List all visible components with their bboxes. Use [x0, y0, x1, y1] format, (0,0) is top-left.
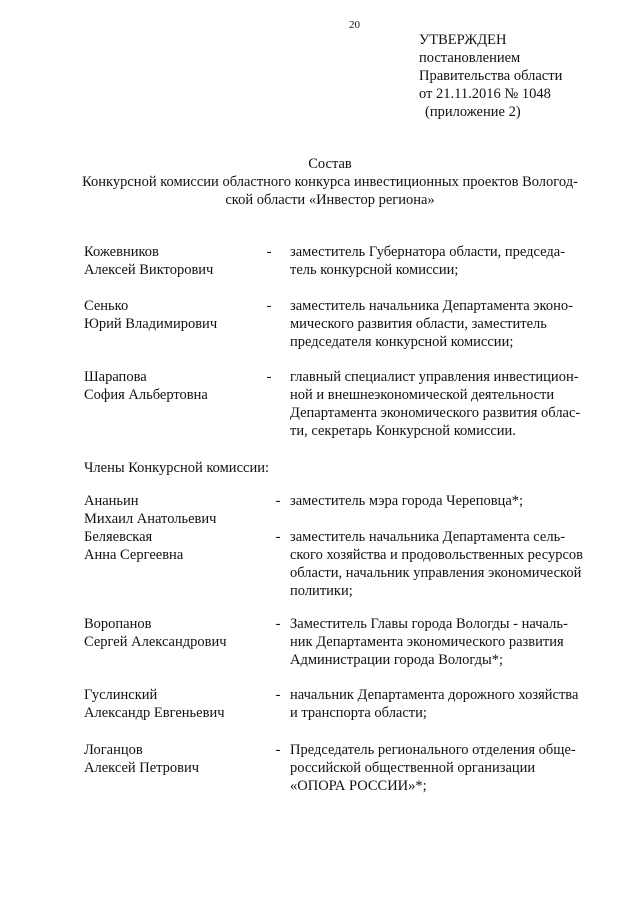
- approval-line: (приложение 2): [425, 104, 521, 120]
- member-role: тель конкурсной комиссии;: [290, 262, 459, 278]
- member-name: Алексей Викторович: [84, 262, 214, 278]
- member-name: Ананьин: [84, 493, 139, 509]
- member-role: области, начальник управления экономической: [290, 565, 582, 581]
- member-name: Гуслинский: [84, 687, 158, 703]
- member-name: Беляевская: [84, 529, 153, 545]
- member-role: Администрации города Вологды*;: [290, 652, 504, 668]
- member-role: заместитель Губернатора области, председа-: [290, 244, 566, 260]
- dash-separator: -: [275, 616, 281, 632]
- member-role: ти, секретарь Конкурсной комиссии.: [290, 423, 516, 439]
- member-role: «ОПОРА РОССИИ»*;: [290, 778, 427, 794]
- member-role: Департамента экономического развития облас-: [290, 405, 581, 421]
- dash-separator: -: [275, 742, 281, 758]
- member-name: София Альбертовна: [84, 387, 208, 403]
- member-name: Шарапова: [84, 369, 147, 385]
- member-role: мического развития области, заместитель: [290, 316, 547, 332]
- member-name: Александр Евгеньевич: [84, 705, 225, 721]
- member-role: Заместитель Главы города Вологды - началь-: [290, 616, 568, 632]
- approval-line: Правительства области: [419, 68, 563, 84]
- member-role: Председатель регионального отделения обще-: [290, 742, 576, 758]
- member-role: политики;: [290, 583, 353, 599]
- member-role: ского хозяйства и продовольственных ресурсов: [290, 547, 583, 563]
- dash-separator: -: [275, 529, 281, 545]
- approval-stamp: [419, 31, 562, 121]
- title-line: ской области «Инвестор региона»: [225, 192, 435, 208]
- member-name: Кожевников: [84, 244, 159, 260]
- member-role: главный специалист управления инвестицион-: [290, 369, 579, 385]
- member-name: Михаил Анатольевич: [84, 511, 217, 527]
- member-name: Алексей Петрович: [84, 760, 200, 776]
- approval-line: от 21.11.2016 № 1048: [419, 86, 551, 102]
- member-name: Юрий Владимирович: [84, 316, 218, 332]
- member-role: начальник Департамента дорожного хозяйства: [290, 687, 579, 703]
- title-line: Состав: [308, 156, 352, 172]
- approval-heading: УТВЕРЖДЕН: [419, 32, 507, 48]
- member-role: и транспорта области;: [290, 705, 427, 721]
- member-role: заместитель начальника Департамента эконо-: [290, 298, 573, 314]
- title-line: Конкурсной комиссии областного конкурса инвестиционных проектов Вологод-: [82, 174, 578, 190]
- dash-separator: -: [266, 369, 272, 385]
- page-number: 20: [349, 19, 360, 31]
- dash-separator: -: [275, 493, 281, 509]
- dash-separator: -: [275, 687, 281, 703]
- member-name: Логанцов: [84, 742, 143, 758]
- dash-separator: -: [266, 244, 272, 260]
- dash-separator: -: [266, 298, 272, 314]
- member-name: Сергей Александрович: [84, 634, 227, 650]
- member-role: ник Департамента экономического развития: [290, 634, 564, 650]
- member-role: заместитель начальника Департамента сель-: [290, 529, 566, 545]
- member-name: Воропанов: [84, 616, 152, 632]
- member-role: заместитель мэра города Череповца*;: [290, 493, 524, 509]
- document-title: [60, 155, 600, 209]
- member-name: Сенько: [84, 298, 129, 314]
- member-role: ной и внешнеэкономической деятельности: [290, 387, 555, 403]
- approval-line: постановлением: [419, 50, 521, 66]
- member-name: Анна Сергеевна: [84, 547, 184, 563]
- member-role: председателя конкурсной комиссии;: [290, 334, 514, 350]
- members-heading: Члены Конкурсной комиссии:: [84, 460, 269, 476]
- member-role: российской общественной организации: [290, 760, 536, 776]
